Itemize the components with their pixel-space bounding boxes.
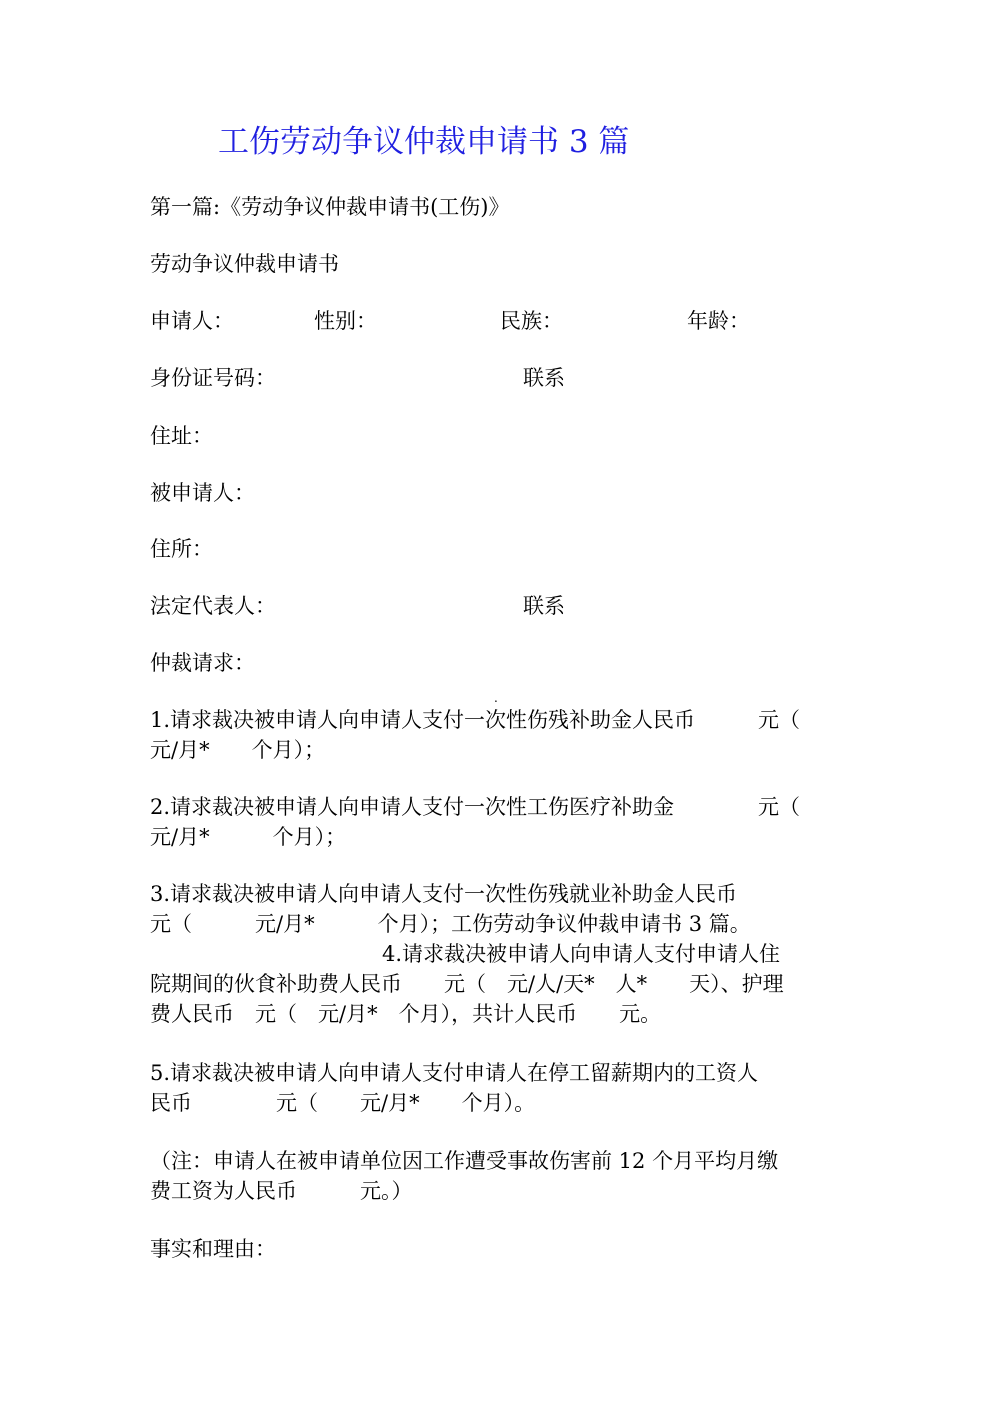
address-label: 住址： — [150, 424, 213, 448]
age-label: 年龄： — [687, 309, 750, 333]
legal-rep-label: 法定代表人： — [150, 594, 276, 618]
claim-2-line-2: 元/月* 个月）； — [150, 825, 347, 849]
respondent-label: 被申请人： — [150, 481, 255, 505]
note-line-1: （注：申请人在被申请单位因工作遭受事故伤害前 12 个月平均月缴 — [150, 1149, 779, 1173]
stray-marker: . — [494, 691, 498, 705]
claim-1-line-2: 元/月* 个月）； — [150, 738, 326, 762]
note-line-2: 费工资为人民币 元。） — [150, 1179, 413, 1203]
claim-1-line-1: 1.请求裁决被申请人向申请人支付一次性伤残补助金人民币 元（ — [150, 708, 801, 732]
document-title: 工伤劳动争议仲裁申请书 3 篇 — [218, 124, 630, 160]
claim-4-line-2: 院期间的伙食补助费人民币 元（ 元/人/天* 人* 天）、护理 — [150, 972, 784, 996]
claim-5-line-2: 民币 元（ 元/月* 个月）。 — [150, 1091, 536, 1115]
residence-label: 住所： — [150, 537, 213, 561]
ethnicity-label: 民族： — [500, 309, 563, 333]
claim-3-line-1: 3.请求裁决被申请人向申请人支付一次性伤残就业补助金人民币 — [150, 882, 738, 906]
applicant-label: 申请人： — [150, 309, 234, 333]
claim-4-line-3: 费人民币 元（ 元/月* 个月），共计人民币 元。 — [150, 1002, 662, 1026]
form-title: 劳动争议仲裁申请书 — [150, 252, 339, 276]
claim-5-line-1: 5.请求裁决被申请人向申请人支付申请人在停工留薪期内的工资人 — [150, 1061, 759, 1085]
claim-4-line-1: 4.请求裁决被申请人向申请人支付申请人住 — [382, 942, 781, 966]
contact-label: 联系 — [523, 366, 565, 390]
id-number-label: 身份证号码： — [150, 366, 276, 390]
claims-label: 仲裁请求： — [150, 651, 255, 675]
claim-3-line-2: 元（ 元/月* 个月）；工伤劳动争议仲裁申请书 3 篇。 — [150, 912, 751, 936]
claim-2-line-1: 2.请求裁决被申请人向申请人支付一次性工伤医疗补助金 元（ — [150, 795, 801, 819]
facts-label: 事实和理由： — [150, 1237, 276, 1261]
gender-label: 性别： — [314, 309, 377, 333]
contact-label-2: 联系 — [523, 594, 565, 618]
section-heading: 第一篇:《劳动争议仲裁申请书(工伤)》 — [150, 195, 510, 219]
